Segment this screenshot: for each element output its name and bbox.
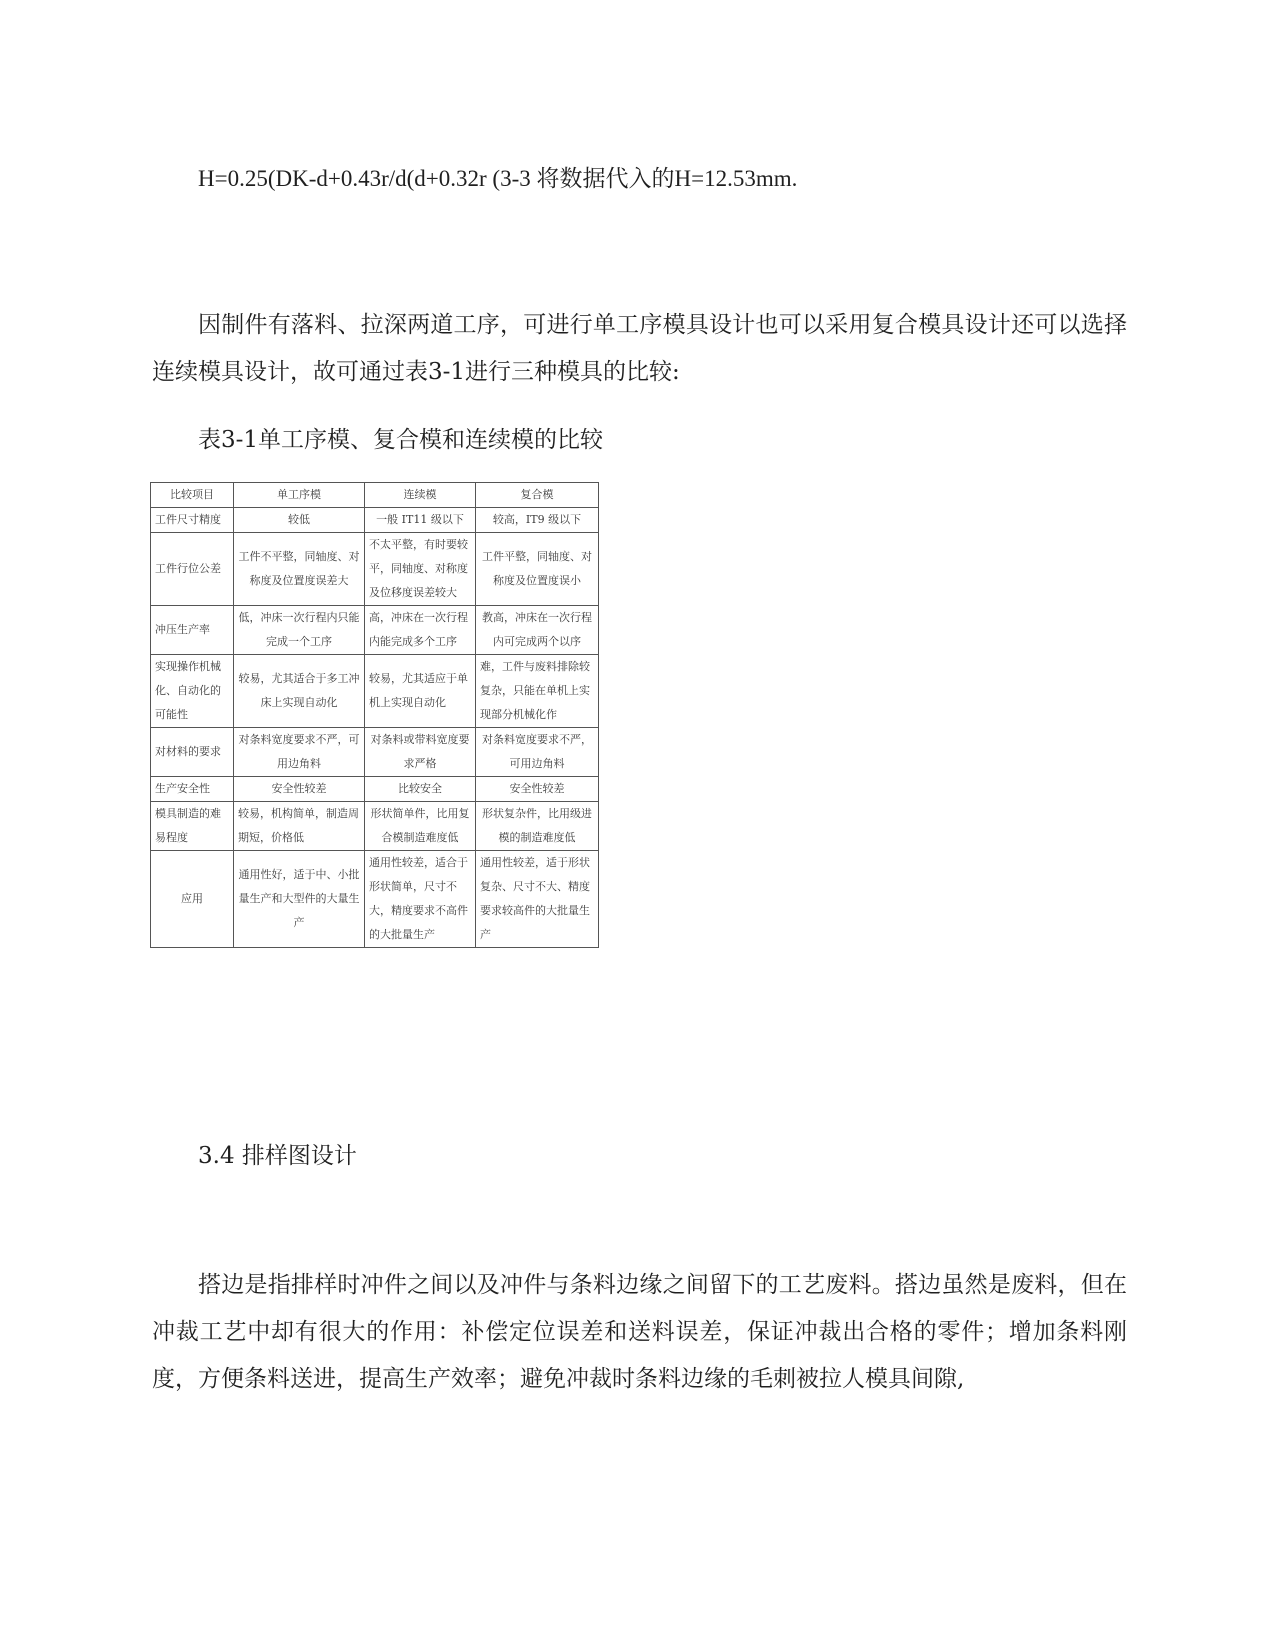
table-row [151, 728, 599, 777]
table-cell: 对条料宽度要求不严，可用边角料 [476, 728, 599, 777]
table-cell: 高，冲床在一次行程内能完成多个工序 [365, 606, 476, 655]
table-header-cell: 连续模 [365, 483, 476, 508]
table-cell: 不太平整，有时要较平，同轴度、对称度及位移度误差较大 [365, 533, 476, 606]
table-cell: 较易，机构简单，制造周期短，价格低 [234, 802, 365, 851]
table-row [151, 508, 599, 533]
table-cell: 安全性较差 [234, 777, 365, 802]
table-row [151, 777, 599, 802]
table-cell: 实现操作机械化、自动化的可能性 [151, 655, 234, 728]
comparison-table [150, 482, 599, 948]
table-cell: 通用性好，适于中、小批量生产和大型件的大量生产 [234, 851, 365, 948]
table-cell: 安全性较差 [476, 777, 599, 802]
section-heading: 3.4 排样图设计 [198, 1143, 357, 1169]
table-cell: 较低 [234, 508, 365, 533]
table-cell: 冲压生产率 [151, 606, 234, 655]
table-row [151, 851, 599, 948]
body-paragraph: 搭边是指排样时冲件之间以及冲件与条料边缘之间留下的工艺废料。搭边虽然是废料，但在冲裁工艺中却有很大的作用：补偿定位误差和送料误差，保证冲裁出合格的零件；增加条料刚度，方便条料送进，提高生产效率；避免冲裁时条料边缘的毛刺被拉人模具间隙, [152, 1272, 1127, 1392]
formula-line: H=0.25(DK-d+0.43r/d(d+0.32r (3-3 将数据代入的H=12.53mm. [198, 166, 798, 191]
table-cell: 较易，尤其适应于单机上实现自动化 [365, 655, 476, 728]
table-cell: 比较安全 [365, 777, 476, 802]
table-cell: 工件行位公差 [151, 533, 234, 606]
table-cell: 模具制造的难易程度 [151, 802, 234, 851]
table-row [151, 606, 599, 655]
table-header-cell: 单工序模 [234, 483, 365, 508]
table-cell: 教高，冲床在一次行程内可完成两个以序 [476, 606, 599, 655]
table-cell: 低，冲床一次行程内只能完成一个工序 [234, 606, 365, 655]
table-cell: 工件平整，同轴度、对称度及位置度误小 [476, 533, 599, 606]
table-header-cell: 复合模 [476, 483, 599, 508]
table-caption: 表3-1单工序模、复合模和连续模的比较 [198, 427, 604, 453]
table-cell: 难，工件与废料排除较复杂，只能在单机上实现部分机械化作 [476, 655, 599, 728]
table-row [151, 655, 599, 728]
table-cell: 形状复杂件，比用级进模的制造难度低 [476, 802, 599, 851]
table-header-cell: 比较项目 [151, 483, 234, 508]
table-cell: 形状简单件，比用复合模制造难度低 [365, 802, 476, 851]
table-header-row [151, 483, 599, 508]
table-cell: 工件尺寸精度 [151, 508, 234, 533]
table-cell: 通用性较差，适于形状复杂、尺寸不大、精度要求较高件的大批量生产 [476, 851, 599, 948]
table-cell: 通用性较差，适合于形状简单，尺寸不大，精度要求不高件的大批量生产 [365, 851, 476, 948]
table-cell: 一般 IT11 级以下 [365, 508, 476, 533]
table-cell: 对条料宽度要求不严，可用边角料 [234, 728, 365, 777]
table-row [151, 802, 599, 851]
table-cell: 生产安全性 [151, 777, 234, 802]
table-cell: 工件不平整，同轴度、对称度及位置度误差大 [234, 533, 365, 606]
table-cell: 较高，IT9 级以下 [476, 508, 599, 533]
table-cell: 对条料或带料宽度要求严格 [365, 728, 476, 777]
table-cell: 应用 [151, 851, 234, 948]
table-cell: 对材料的要求 [151, 728, 234, 777]
table-cell: 较易，尤其适合于多工冲床上实现自动化 [234, 655, 365, 728]
intro-paragraph: 因制件有落料、拉深两道工序，可进行单工序模具设计也可以采用复合模具设计还可以选择连续模具设计，故可通过表3-1进行三种模具的比较: [152, 312, 1127, 385]
table-row [151, 533, 599, 606]
